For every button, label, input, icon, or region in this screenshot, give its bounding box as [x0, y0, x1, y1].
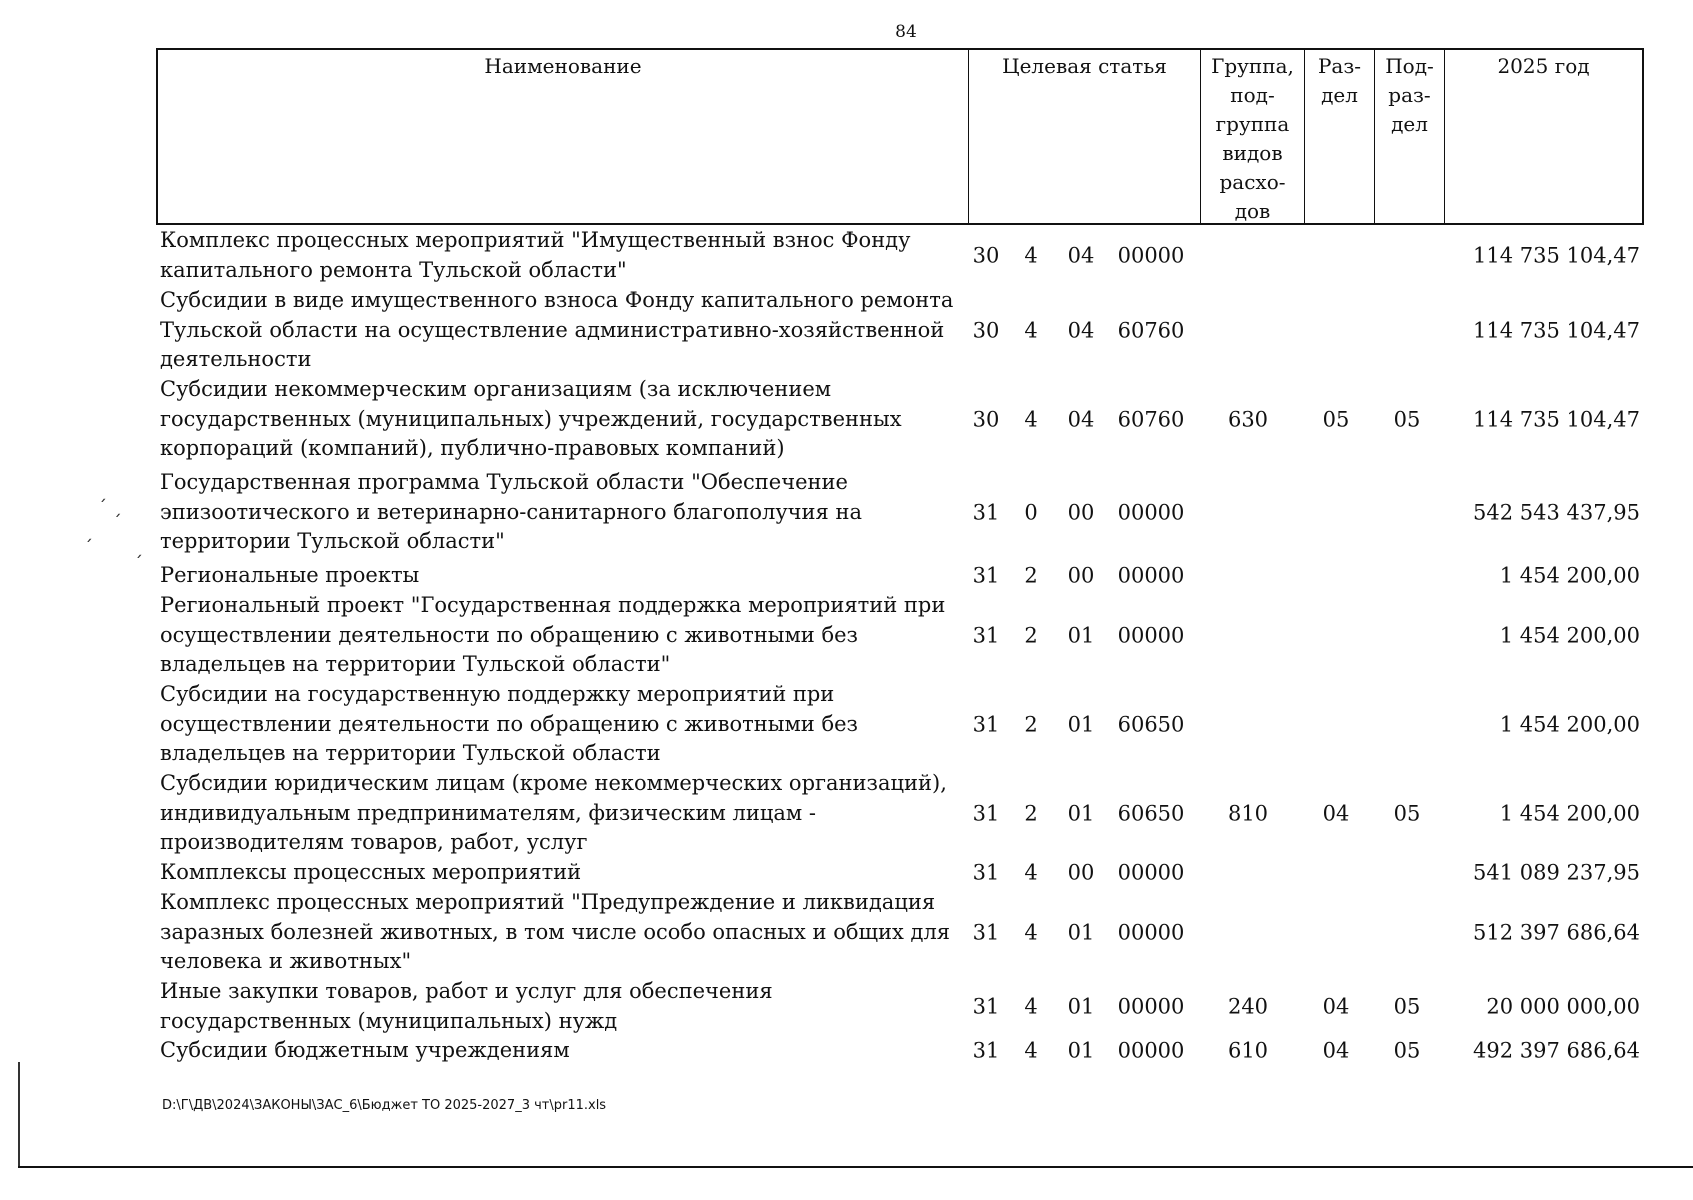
header-name: Наименование [484, 54, 642, 78]
row-name: Субсидии некоммерческим организациям (за исключением государственных (муниципальных) учреждений, государственных корпораций (компаний), публично-правовых компаний) [160, 377, 902, 461]
row-code-complex: 01 [1067, 993, 1095, 1018]
row-code-complex: 00 [1067, 860, 1095, 885]
row-amount: 512 397 686,64 [1473, 919, 1640, 944]
row-section: 04 [1322, 993, 1350, 1018]
row-section: 04 [1322, 800, 1350, 825]
row-code-type: 4 [1024, 993, 1038, 1018]
row-code-direction: 00000 [1117, 563, 1185, 588]
table-row [156, 375, 1644, 464]
row-amount: 1 454 200,00 [1499, 563, 1640, 588]
row-code-program: 31 [972, 993, 1000, 1018]
row-subsection: 05 [1393, 993, 1421, 1018]
table-row [156, 286, 1644, 375]
row-code-complex: 04 [1067, 406, 1095, 431]
row-amount: 114 735 104,47 [1473, 317, 1640, 342]
row-group: 630 [1227, 406, 1269, 431]
row-group: 810 [1227, 800, 1269, 825]
table-row [156, 591, 1644, 680]
row-subsection: 05 [1393, 406, 1421, 431]
table-row [156, 977, 1644, 1036]
row-code-complex: 01 [1067, 622, 1095, 647]
row-code-program: 31 [972, 1038, 1000, 1063]
header-group: Группа, под- группа видов расхо- дов [1200, 50, 1304, 223]
row-name: Региональные проекты [160, 563, 420, 588]
row-group: 240 [1227, 993, 1269, 1018]
row-code-type: 4 [1024, 1038, 1038, 1063]
row-name: Комплекс процессных мероприятий "Имущественный взнос Фонду капитального ремонта Тульской области" [160, 228, 911, 282]
row-code-complex: 01 [1067, 919, 1095, 944]
row-name: Комплекс процессных мероприятий "Предупреждение и ликвидация заразных болезней животных, в том числе особо опасных и общих для человека и животных" [160, 890, 951, 974]
row-code-program: 31 [972, 711, 1000, 736]
header-target-article: Целевая статья [968, 50, 1200, 223]
row-code-program: 31 [972, 860, 1000, 885]
header-section: Раз- дел [1304, 50, 1374, 223]
row-amount: 1 454 200,00 [1499, 622, 1640, 647]
row-code-direction: 00000 [1117, 499, 1185, 524]
row-code-type: 0 [1024, 499, 1038, 524]
row-amount: 114 735 104,47 [1473, 406, 1640, 431]
row-section: 05 [1322, 406, 1350, 431]
row-amount: 542 543 437,95 [1473, 499, 1640, 524]
row-code-type: 2 [1024, 563, 1038, 588]
header-subsection: Под- раз- дел [1374, 50, 1444, 223]
row-code-program: 31 [972, 919, 1000, 944]
row-code-program: 31 [972, 563, 1000, 588]
row-code-direction: 00000 [1117, 993, 1185, 1018]
row-code-complex: 01 [1067, 1038, 1095, 1063]
row-code-program: 31 [972, 499, 1000, 524]
row-name: Государственная программа Тульской области "Обеспечение эпизоотического и ветеринарно-санитарного благополучия на территории Тульской области" [160, 470, 862, 554]
row-amount: 114 735 104,47 [1473, 242, 1640, 267]
row-code-direction: 00000 [1117, 919, 1185, 944]
file-path: D:\Г\ДВ\2024\ЗАКОНЫ\ЗАС_6\Бюджет ТО 2025-2027_3 чт\pr11.xls [162, 1098, 607, 1113]
table-row [156, 225, 1644, 286]
row-amount: 20 000 000,00 [1486, 993, 1640, 1018]
row-code-type: 2 [1024, 800, 1038, 825]
row-name: Субсидии юридическим лицам (кроме некоммерческих организаций), индивидуальным предпринимателям, физическим лицам - производителям товаров, работ, услуг [160, 771, 947, 855]
row-code-type: 4 [1024, 406, 1038, 431]
row-amount: 541 089 237,95 [1473, 860, 1640, 885]
row-code-direction: 60760 [1117, 406, 1185, 431]
row-code-program: 30 [972, 317, 1000, 342]
table-body [156, 225, 1644, 1066]
row-code-type: 2 [1024, 711, 1038, 736]
row-amount: 1 454 200,00 [1499, 800, 1640, 825]
row-code-program: 31 [972, 622, 1000, 647]
table-row [156, 470, 1644, 554]
row-code-type: 2 [1024, 622, 1038, 647]
table-row [156, 680, 1644, 769]
row-amount: 492 397 686,64 [1473, 1038, 1640, 1063]
row-subsection: 05 [1393, 1038, 1421, 1063]
header-year: 2025 год [1444, 50, 1642, 223]
row-name: Субсидии бюджетным учреждениям [160, 1038, 570, 1063]
row-code-complex: 04 [1067, 242, 1095, 267]
row-code-program: 30 [972, 406, 1000, 431]
row-code-direction: 60650 [1117, 711, 1185, 736]
pen-mark: ˊ [134, 553, 143, 574]
row-code-type: 4 [1024, 317, 1038, 342]
row-code-direction: 00000 [1117, 1038, 1185, 1063]
scan-bottom-line [18, 1166, 1693, 1168]
row-code-direction: 00000 [1117, 860, 1185, 885]
table-row [156, 888, 1644, 977]
row-name: Субсидии в виде имущественного взноса Фонду капитального ремонта Тульской области на осуществление административно-хозяйственной деятельности [160, 288, 954, 372]
row-code-direction: 00000 [1117, 622, 1185, 647]
table-row [156, 858, 1644, 888]
row-code-direction: 60760 [1117, 317, 1185, 342]
row-code-type: 4 [1024, 860, 1038, 885]
pen-mark: ˏ [84, 522, 93, 543]
scan-edge-line [18, 1062, 20, 1166]
row-code-complex: 04 [1067, 317, 1095, 342]
row-group: 610 [1227, 1038, 1269, 1063]
row-section: 04 [1322, 1038, 1350, 1063]
row-name: Комплексы процессных мероприятий [160, 860, 582, 885]
row-code-complex: 00 [1067, 563, 1095, 588]
row-amount: 1 454 200,00 [1499, 711, 1640, 736]
row-code-program: 31 [972, 800, 1000, 825]
table-header [156, 48, 1644, 225]
row-code-type: 4 [1024, 919, 1038, 944]
row-name: Субсидии на государственную поддержку мероприятий при осуществлении деятельности по обращению с животными без владельцев на территории Тульской области [160, 682, 859, 766]
row-code-complex: 00 [1067, 499, 1095, 524]
table-row [156, 561, 1644, 591]
table-row [156, 769, 1644, 858]
row-code-type: 4 [1024, 242, 1038, 267]
row-name: Иные закупки товаров, работ и услуг для обеспечения государственных (муниципальных) нужд [160, 979, 773, 1033]
row-code-direction: 00000 [1117, 242, 1185, 267]
table-row [156, 1036, 1644, 1066]
page-number: 84 [895, 22, 917, 42]
row-code-complex: 01 [1067, 800, 1095, 825]
row-subsection: 05 [1393, 800, 1421, 825]
row-code-direction: 60650 [1117, 800, 1185, 825]
row-name: Региональный проект "Государственная поддержка мероприятий при осуществлении деятельности по обращению с животными без владельцев на территории Тульской области" [160, 593, 946, 677]
row-code-program: 30 [972, 242, 1000, 267]
pen-mark: ˊ ˏ [98, 497, 122, 518]
row-code-complex: 01 [1067, 711, 1095, 736]
